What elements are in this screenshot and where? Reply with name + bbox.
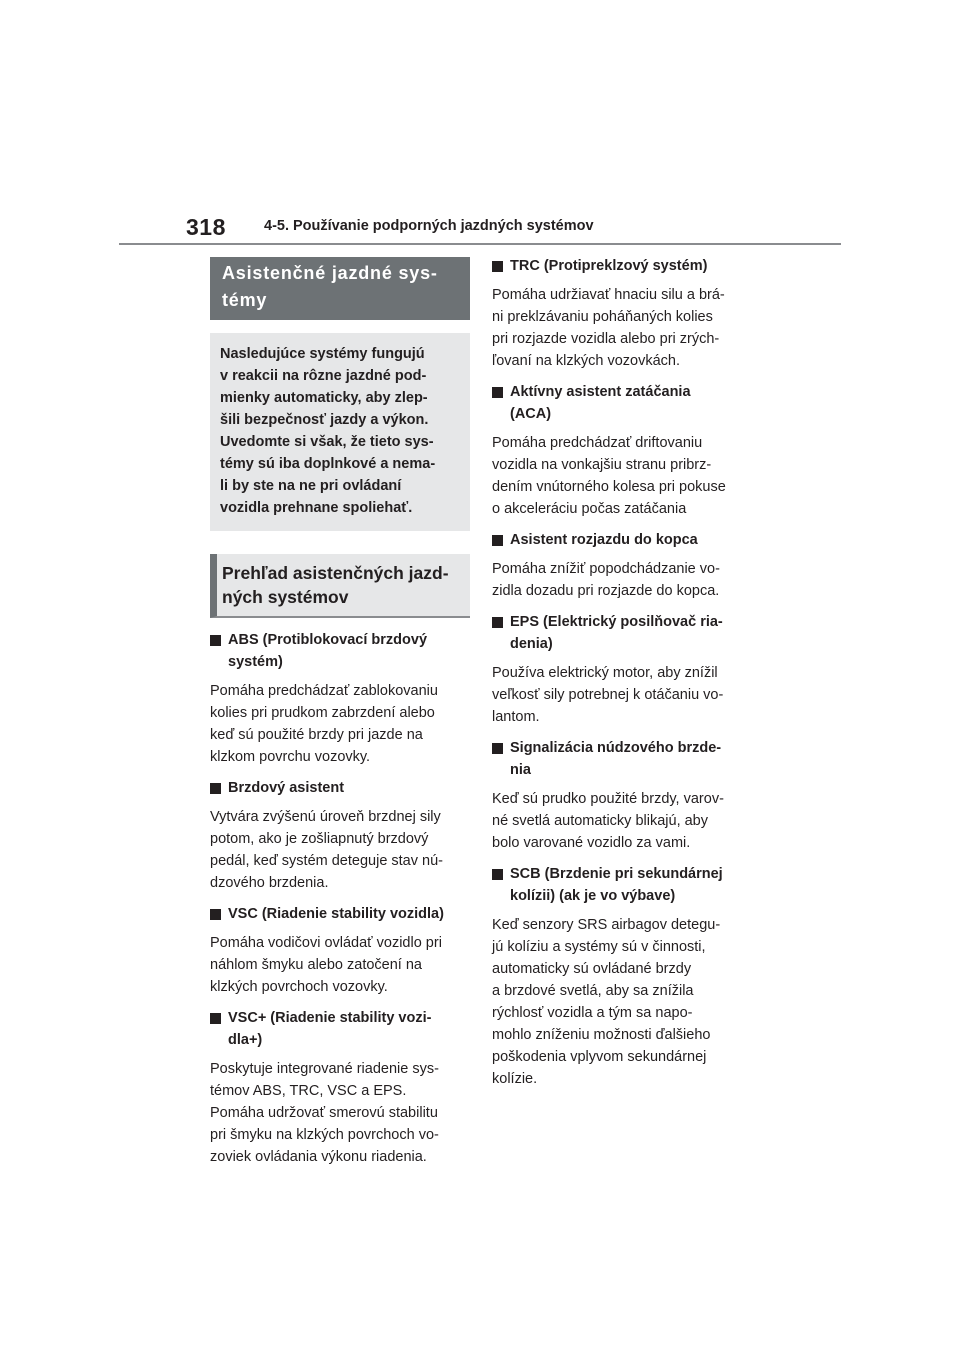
body-line: Pomáha udržovať smerovú stabilitu <box>210 1105 438 1121</box>
body-line: Pomáha znížiť popodchádzanie vo- <box>492 561 720 577</box>
system-item-title <box>492 381 754 425</box>
body-line: jú kolíziu a systémy sú v činnosti, <box>492 939 706 955</box>
system-item <box>210 777 470 894</box>
system-item-description <box>210 680 470 768</box>
system-item <box>492 863 754 1090</box>
system-item-description <box>492 432 754 520</box>
title-line: ABS (Protiblokovací brzdový <box>228 632 428 648</box>
system-item <box>492 737 754 854</box>
text-line: vozidla prehnane spoliehať. <box>220 500 413 516</box>
body-line: pri šmyku na klzkých povrchoch vo- <box>210 1127 439 1143</box>
body-line: Vytvára zvýšenú úroveň brzdnej sily <box>210 809 441 825</box>
body-line: Pomáha vodičovi ovládať vozidlo pri <box>210 935 442 951</box>
body-line: rýchlosť vozidla a tým sa napo- <box>492 1005 693 1021</box>
square-bullet-icon <box>492 869 503 880</box>
body-line: ni preklzávaniu poháňaných kolies <box>492 309 713 325</box>
left-items <box>210 629 470 1168</box>
text-line: Prehľad asistenčných jazd- <box>222 563 449 583</box>
square-bullet-icon <box>492 535 503 546</box>
body-line: zoviek ovládania výkonu riadenia. <box>210 1149 427 1165</box>
system-item <box>492 529 754 602</box>
title-line: EPS (Elektrický posilňovač ria- <box>510 614 723 630</box>
title-line: denia) <box>510 636 553 652</box>
body-line: Keď sú prudko použité brzdy, varov- <box>492 791 724 807</box>
body-line: kolízie. <box>492 1071 538 1087</box>
title-line: systém) <box>228 654 283 670</box>
body-line: zidla dozadu pri rozjazde do kopca. <box>492 583 720 599</box>
title-line: Asistent rozjazdu do kopca <box>510 532 698 548</box>
title-line: dla+) <box>228 1032 263 1048</box>
text-line: Nasledujúce systémy fungujú <box>220 346 425 362</box>
square-bullet-icon <box>210 909 221 920</box>
square-bullet-icon <box>492 743 503 754</box>
body-line: vozidla na vonkajšiu stranu pribrz- <box>492 457 712 473</box>
system-item-description <box>492 914 754 1090</box>
system-item <box>492 255 754 372</box>
body-line: klzkých povrchoch vozovky. <box>210 979 388 995</box>
title-line: Signalizácia núdzového brzde- <box>510 740 722 756</box>
body-line: a brzdové svetlá, aby sa znížila <box>492 983 694 999</box>
left-column <box>210 257 470 1168</box>
body-line: Používa elektrický motor, aby znížil <box>492 665 718 681</box>
system-item-title <box>210 777 470 799</box>
system-item <box>210 903 470 998</box>
system-item-description <box>492 662 754 728</box>
body-line: keď sú použité brzdy pri jazde na <box>210 727 423 743</box>
body-line: pri rozjazde vozidla alebo pri zrých- <box>492 331 720 347</box>
title-line: Brzdový asistent <box>228 780 345 796</box>
body-line: mohlo zníženiu možnosti ďalšieho <box>492 1027 711 1043</box>
system-item-title <box>492 255 754 277</box>
intro-title-box <box>210 257 470 320</box>
body-line: o akceleráciu počas zatáčania <box>492 501 687 517</box>
text-line: ných systémov <box>222 587 349 607</box>
system-item-title <box>210 903 470 925</box>
text-line: li by ste na ne pri ovládaní <box>220 478 402 494</box>
system-item <box>492 381 754 520</box>
text-line: mienky automaticky, aby zlep- <box>220 390 428 406</box>
text-line: témy sú iba doplnkové a nema- <box>220 456 436 472</box>
system-item-title <box>210 1007 470 1051</box>
overview-title-box <box>210 554 470 618</box>
title-line: Aktívny asistent zatáčania <box>510 384 691 400</box>
text-line: témy <box>222 290 268 310</box>
body-line: Pomáha predchádzať zablokovaniu <box>210 683 438 699</box>
square-bullet-icon <box>210 635 221 646</box>
system-item-description <box>492 788 754 854</box>
system-item-description <box>492 558 754 602</box>
system-item-description <box>210 1058 470 1168</box>
intro-text-box <box>210 333 470 531</box>
text-line: Asistenčné jazdné sys- <box>222 263 438 283</box>
body-line: Pomáha predchádzať driftovaniu <box>492 435 703 451</box>
system-item-title <box>492 863 754 907</box>
system-item-description <box>210 932 470 998</box>
body-line: témov ABS, TRC, VSC a EPS. <box>210 1083 407 1099</box>
title-line: VSC (Riadenie stability vozidla) <box>228 906 444 922</box>
system-item <box>210 1007 470 1168</box>
body-line: bolo varované vozidlo za vami. <box>492 835 691 851</box>
title-line: TRC (Protipreklzový systém) <box>510 258 708 274</box>
square-bullet-icon <box>492 261 503 272</box>
body-line: Poskytuje integrované riadenie sys- <box>210 1061 439 1077</box>
system-item-description <box>492 284 754 372</box>
body-line: dením vnútorného kolesa pri pokuse <box>492 479 726 495</box>
system-item <box>210 629 470 768</box>
title-line: nia <box>510 762 531 778</box>
body-line: né svetlá automaticky blikajú, aby <box>492 813 708 829</box>
body-line: náhlom šmyku alebo zatočení na <box>210 957 422 973</box>
title-line: VSC+ (Riadenie stability vozi- <box>228 1010 432 1026</box>
square-bullet-icon <box>492 617 503 628</box>
body-line: klzkom povrchu vozovky. <box>210 749 371 765</box>
title-line: SCB (Brzdenie pri sekundárnej <box>510 866 723 882</box>
text-line: Uvedomte si však, že tieto sys- <box>220 434 434 450</box>
section-header: 4-5. Používanie podporných jazdných systémov <box>264 218 594 234</box>
system-item-title <box>210 629 470 673</box>
body-line: ľovaní na klzkých vozovkách. <box>492 353 680 369</box>
right-items <box>492 255 754 1090</box>
title-line: kolízii) (ak je vo výbave) <box>510 888 676 904</box>
square-bullet-icon <box>210 783 221 794</box>
body-line: veľkosť sily potrebnej k otáčaniu vo- <box>492 687 724 703</box>
square-bullet-icon <box>492 387 503 398</box>
page-number: 318 <box>186 214 226 240</box>
square-bullet-icon <box>210 1013 221 1024</box>
system-item-title <box>492 737 754 781</box>
body-line: potom, ako je zošliapnutý brzdový <box>210 831 429 847</box>
system-item-title <box>492 529 754 551</box>
title-line: (ACA) <box>510 406 552 422</box>
body-line: Pomáha udržiavať hnaciu silu a brá- <box>492 287 725 303</box>
body-line: pedál, keď systém deteguje stav nú- <box>210 853 443 869</box>
system-item-title <box>492 611 754 655</box>
body-line: lantom. <box>492 709 540 725</box>
body-line: automaticky sú ovládané brzdy <box>492 961 692 977</box>
right-column <box>492 255 754 1090</box>
body-line: kolies pri prudkom zabrzdení alebo <box>210 705 435 721</box>
body-line: poškodenia vplyvom sekundárnej <box>492 1049 707 1065</box>
body-line: dzového brzdenia. <box>210 875 329 891</box>
system-item <box>492 611 754 728</box>
header-rule <box>119 243 841 245</box>
body-line: Keď senzory SRS airbagov detegu- <box>492 917 721 933</box>
system-item-description <box>210 806 470 894</box>
text-line: v reakcii na rôzne jazdné pod- <box>220 368 427 384</box>
text-line: šili bezpečnosť jazdy a výkon. <box>220 412 429 428</box>
